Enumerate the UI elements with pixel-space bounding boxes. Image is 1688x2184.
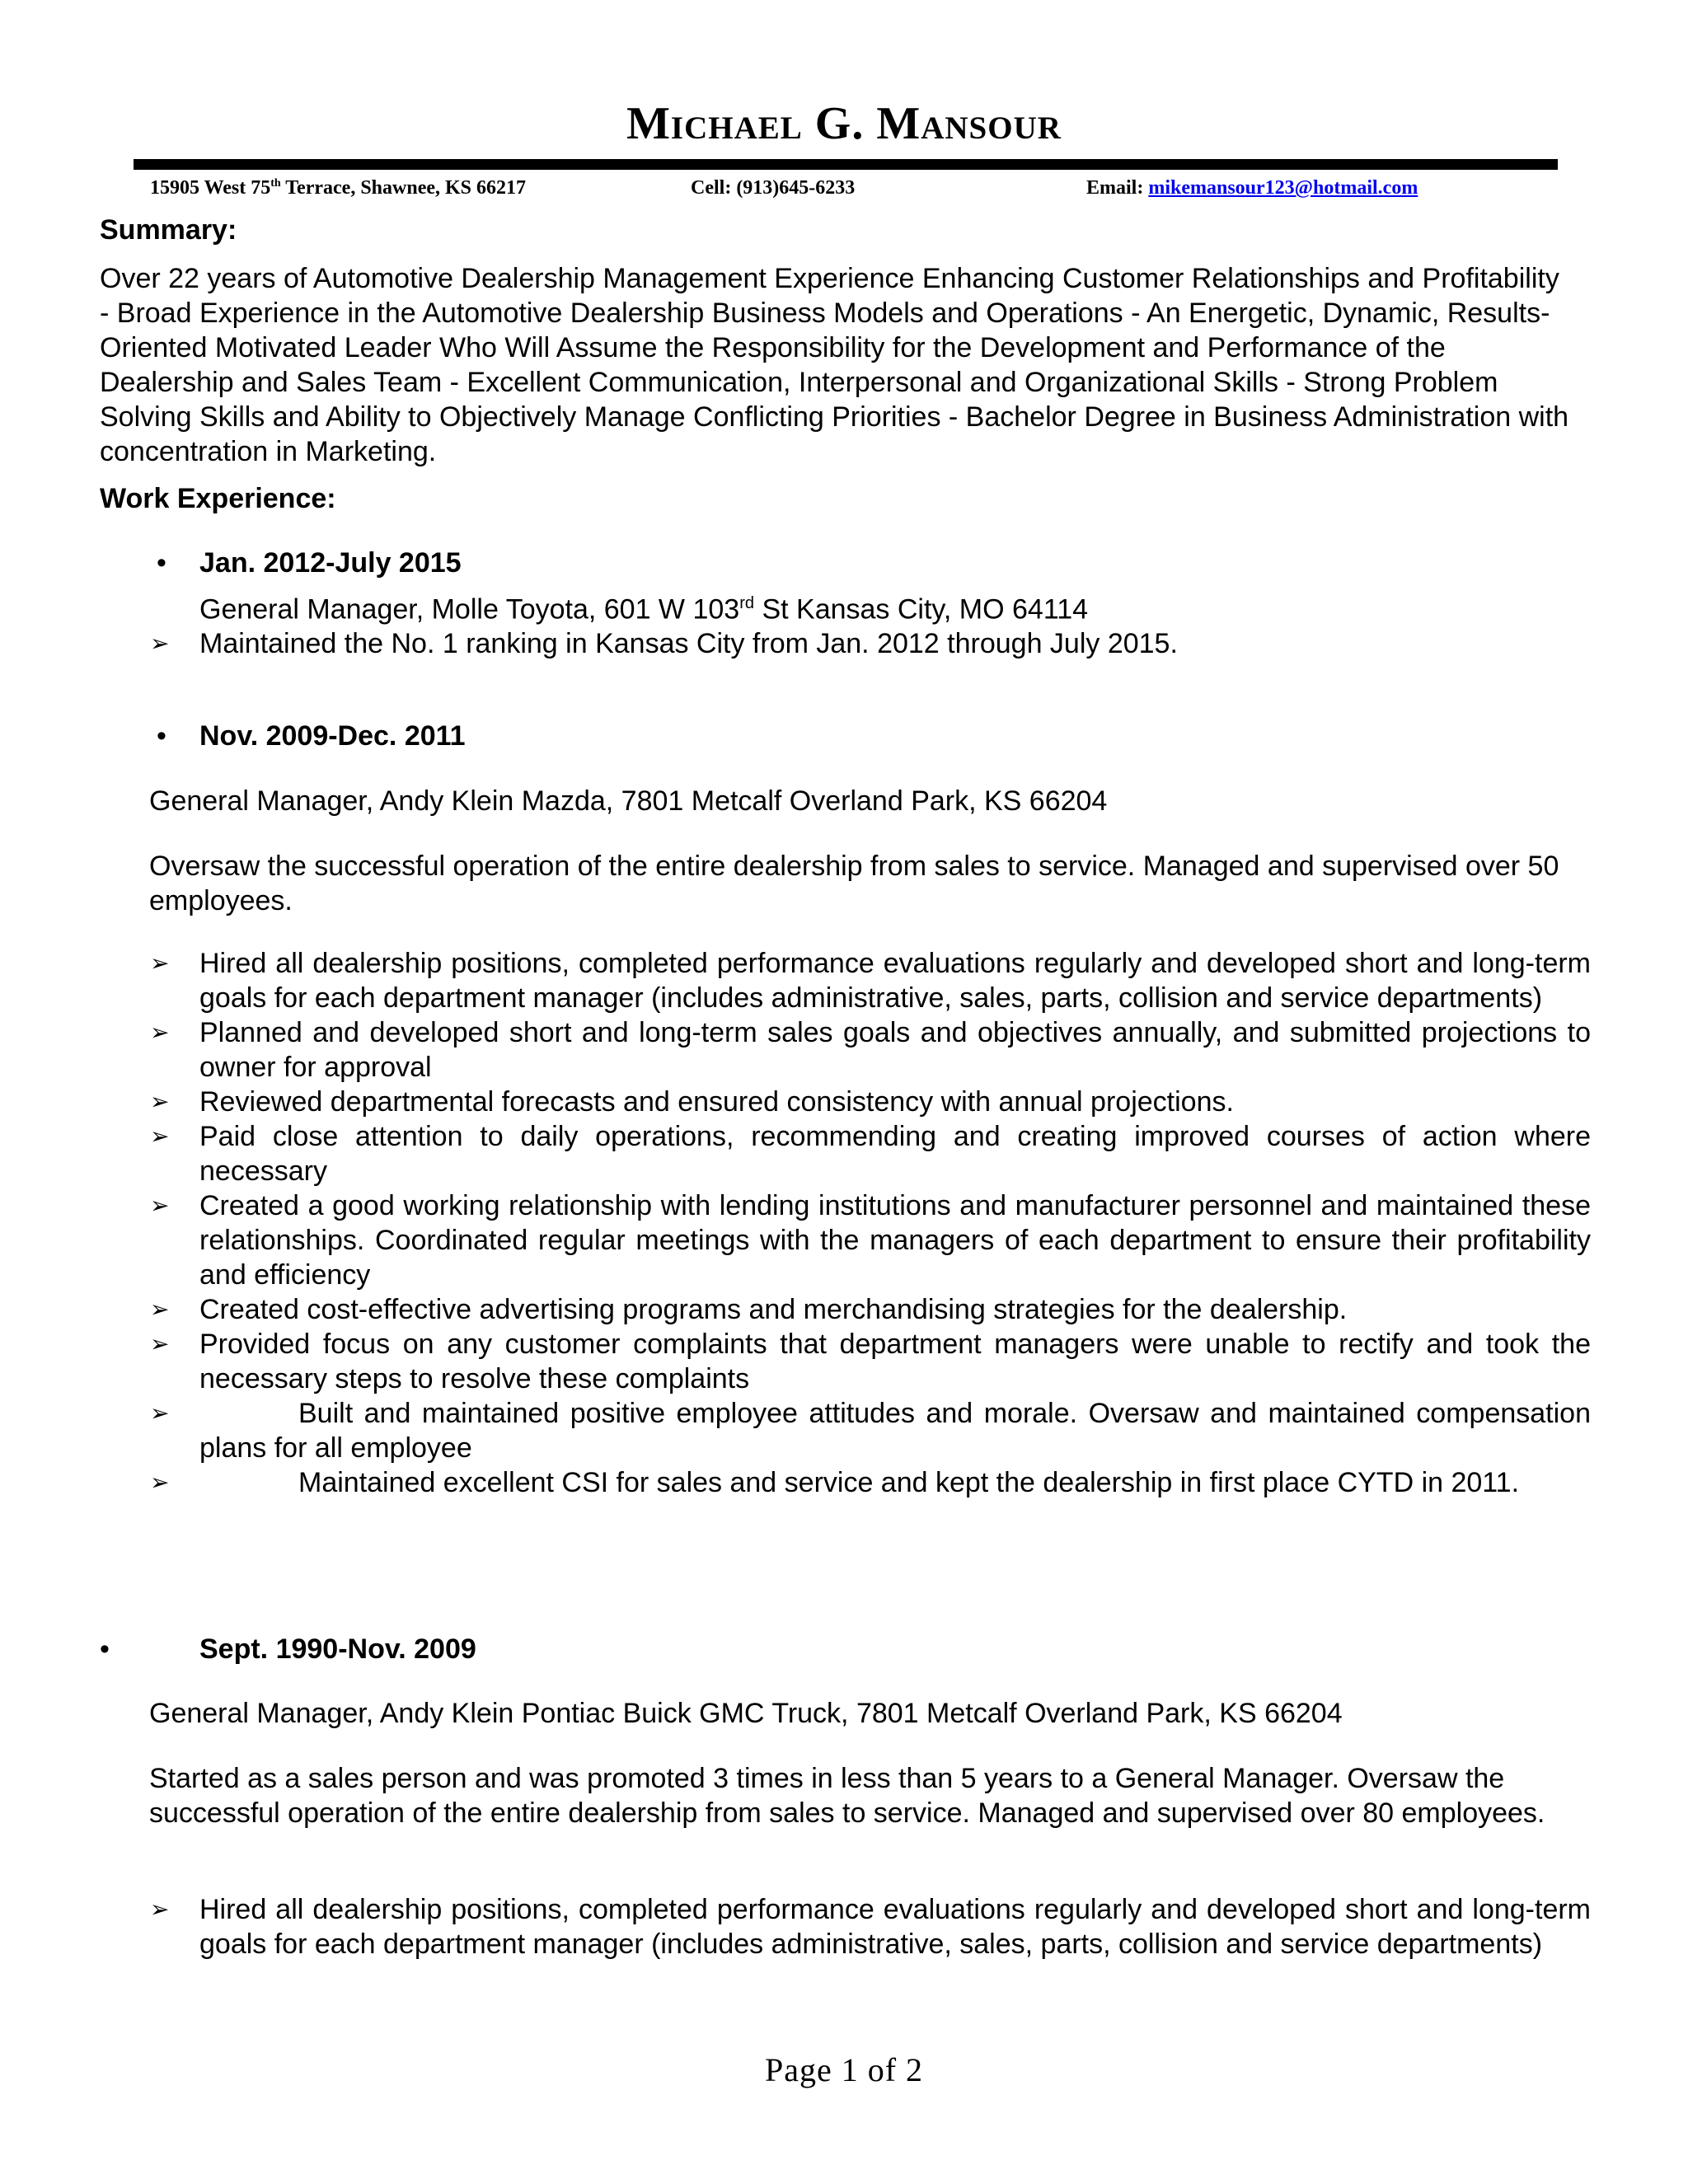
list-item: ➢ Maintained the No. 1 ranking in Kansas City from Jan. 2012 through July 2015. <box>199 626 1591 661</box>
job-2-position: General Manager, Andy Klein Mazda, 7801 Metcalf Overland Park, KS 66204 <box>149 785 1108 817</box>
job-1-position-sup: rd <box>739 594 754 612</box>
list-item: ➢ Provided focus on any customer complaints that department managers were unable to rectify and took the necessary steps to resolve these complaints <box>199 1327 1591 1396</box>
address-suffix: Terrace, Shawnee, KS 66217 <box>280 177 527 199</box>
list-item: ➢ Hired all dealership positions, completed performance evaluations regularly and developed short and long-term goals for each department manager (includes administrative, sales, parts, collision and service departments) <box>199 1892 1591 1961</box>
email-label: Email: <box>1086 177 1149 199</box>
list-item-text: Maintained excellent CSI for sales and service and kept the dealership in first place CYTD in 2011. <box>298 1467 1520 1498</box>
page-number: Page 1 of 2 <box>764 2051 924 2088</box>
email-link[interactable]: mikemansour123@hotmail.com <box>1148 177 1418 199</box>
list-item: ➢ Reviewed departmental forecasts and ensured consistency with annual projections. <box>199 1085 1591 1119</box>
address-prefix: 15905 West 75 <box>150 177 271 199</box>
candidate-name: Michael G. Mansour <box>626 98 1062 149</box>
list-item: ➢ Hired all dealership positions, completed performance evaluations regularly and developed short and long-term goals for each department manager (includes administrative, sales, parts, collision and service departments) <box>199 946 1591 1015</box>
job-1-dates: Jan. 2012-July 2015 <box>199 547 462 579</box>
summary-text: Over 22 years of Automotive Dealership Management Experience Enhancing Customer Relationships and Profitability - Broad Experience in the Automotive Dealership Business Models and Operations - An Energetic, Dynamic, Results-Oriented Motivated Leader Who Will Assume the Responsibility for the Development and Performance of the Dealership and Sales Team - Excellent Communication, Interpersonal and Organizational Skills - Strong Problem Solving Skills and Ability to Objectively Manage Conflicting Priorities - Bachelor Degree in Business Administration with concentration in Marketing. <box>100 263 1569 467</box>
job-2-achievements <box>199 946 1591 1500</box>
job-1-achievements <box>199 626 1591 661</box>
list-item: ➢ Created cost-effective advertising programs and merchandising strategies for the dealership. <box>199 1292 1591 1327</box>
contact-cell: Cell: (913)645-6233 <box>691 177 856 199</box>
job-2-description: Oversaw the successful operation of the entire dealership from sales to service. Managed and supervised over 50 employees. <box>149 851 1559 916</box>
work-experience-heading: Work Experience: <box>100 483 336 514</box>
job-1-position-suffix: St Kansas City, MO 64114 <box>754 593 1089 626</box>
list-item: ➢ Planned and developed short and long-term sales goals and objectives annually, and submitted projections to owner for approval <box>199 1015 1591 1085</box>
contact-address <box>150 176 526 200</box>
address-sup: th <box>270 177 281 190</box>
job-2-dates: Nov. 2009-Dec. 2011 <box>199 720 466 752</box>
header-rule <box>134 159 1558 170</box>
list-item <box>199 1465 1591 1500</box>
job-1-position-prefix: General Manager, Molle Toyota, 601 W 103 <box>199 593 740 626</box>
job-3-dates: Sept. 1990-Nov. 2009 <box>199 1633 476 1665</box>
job-3-achievements <box>199 1892 1591 1961</box>
job-3-description: Started as a sales person and was promoted 3 times in less than 5 years to a General Manager. Oversaw the successful operation of the entire dealership from sales to service. Managed and supervised over 80 employees. <box>149 1763 1545 1829</box>
list-item: ➢ Paid close attention to daily operations, recommending and creating improved courses of action where necessary <box>199 1119 1591 1188</box>
job-bullet: • <box>157 547 166 579</box>
job-3-position: General Manager, Andy Klein Pontiac Buick GMC Truck, 7801 Metcalf Overland Park, KS 66204 <box>149 1698 1343 1729</box>
job-1-position <box>199 586 1088 626</box>
list-item: ➢ Created a good working relationship with lending institutions and manufacturer personnel and maintained these relationships. Coordinated regular meetings with the managers of each department to ensure their profitability and efficiency <box>199 1188 1591 1292</box>
list-item-text: Built and maintained positive employee attitudes and morale. Oversaw and maintained compensation plans for all employee <box>199 1398 1591 1464</box>
summary-heading: Summary: <box>100 214 237 246</box>
contact-email <box>1086 176 1418 200</box>
list-item <box>199 1396 1591 1465</box>
job-bullet: • <box>100 1633 110 1665</box>
job-bullet: • <box>157 720 166 752</box>
